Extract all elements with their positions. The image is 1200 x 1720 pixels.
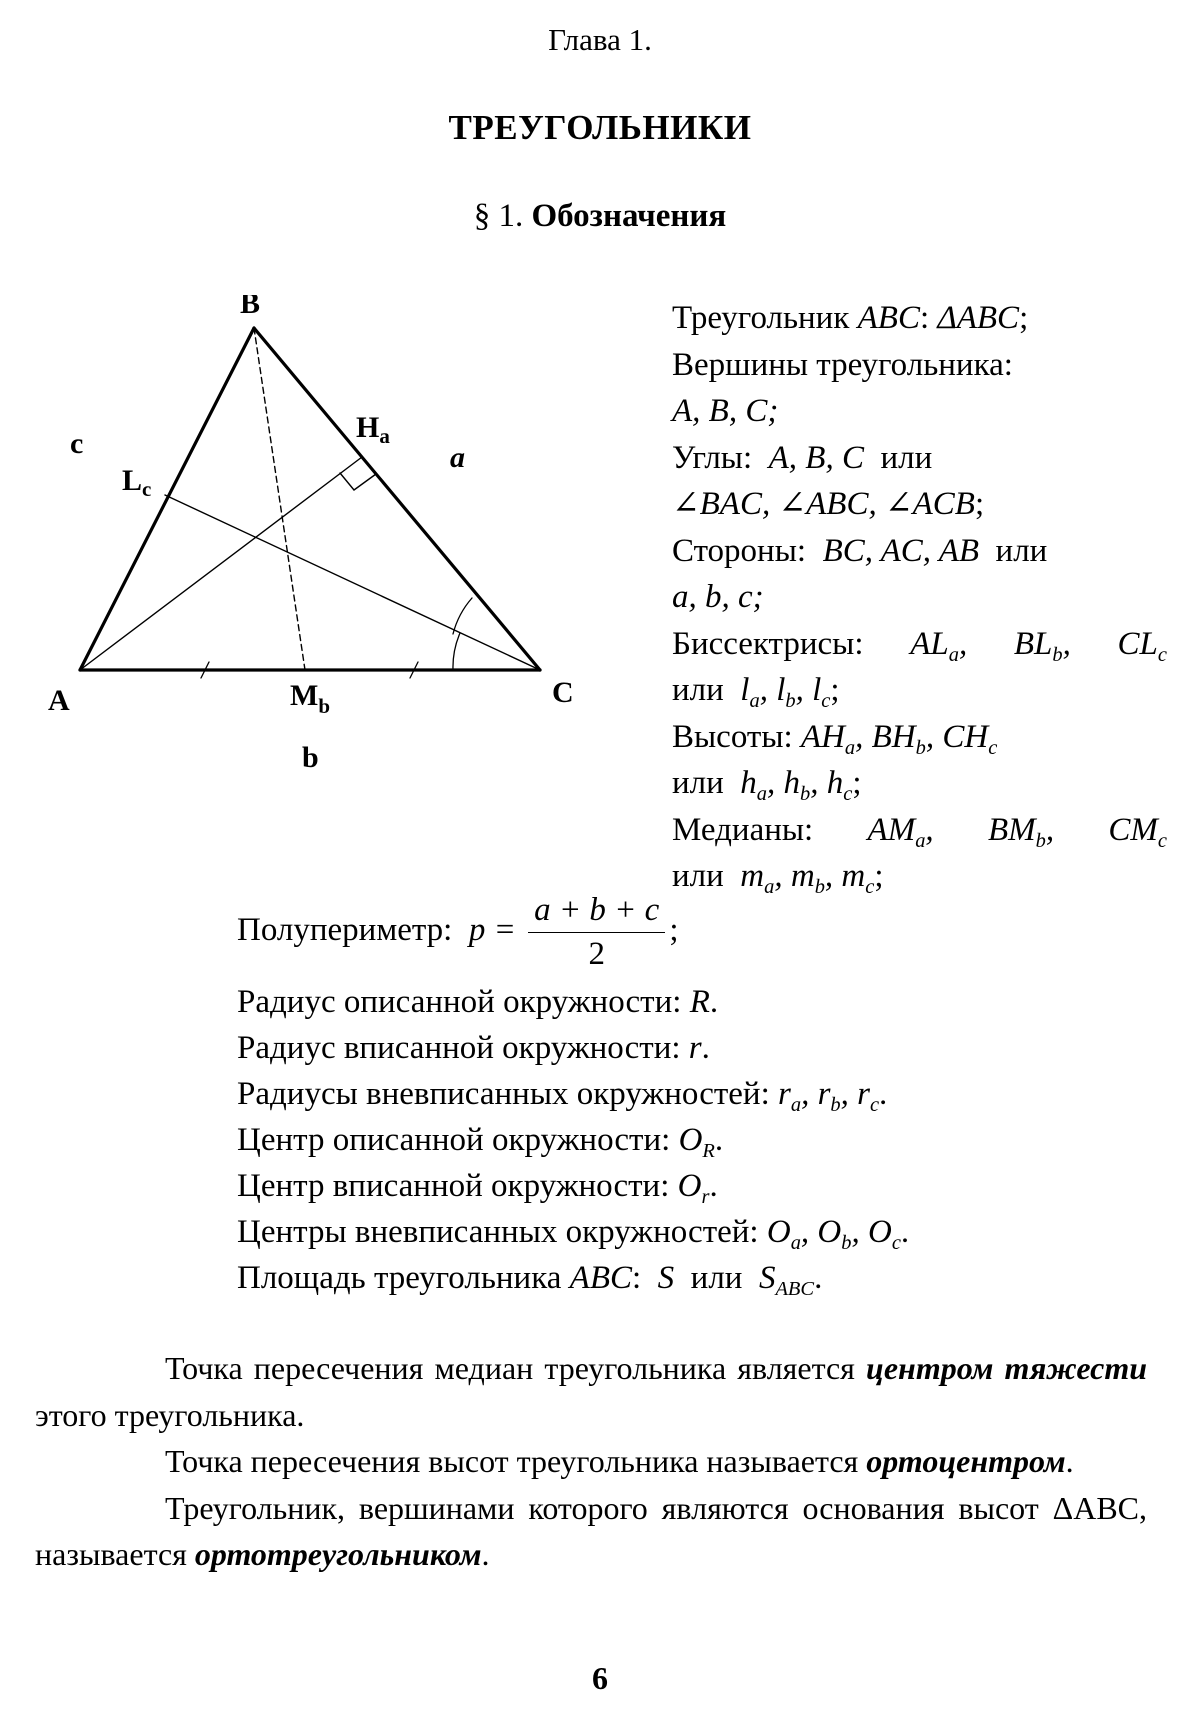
section-heading bbox=[0, 198, 1200, 235]
angle-arc-c1 bbox=[453, 633, 460, 670]
right-angle-mark bbox=[340, 473, 376, 490]
notation-list bbox=[672, 295, 1167, 900]
def-excenters: Центры вневписанных окружностей: $O_a$, $O_b$, $O_c$. bbox=[237, 1214, 910, 1255]
notation-bisectors: Биссектрисы: $AL_a$, $BL_b$, $CL_c$ bbox=[672, 625, 1167, 666]
notation-altitudes: Высоты: $AH_a$, $BH_b$, $CH_c$ bbox=[672, 718, 998, 759]
label-side-b: b bbox=[302, 741, 319, 774]
section-name: Обозначения bbox=[531, 198, 727, 234]
notation-bisectors-short: или $l_a$, $l_b$, $l_c$; bbox=[672, 672, 840, 713]
notation-angles: Углы: A, B, C или bbox=[672, 439, 933, 476]
label-side-a: a bbox=[450, 441, 465, 474]
def-circumcenter: Центр описанной окружности: $O_R$. bbox=[237, 1122, 724, 1163]
term-orthocenter: ортоцентром bbox=[866, 1443, 1066, 1479]
section-mark: § 1. bbox=[473, 198, 524, 234]
chapter-heading: Глава 1. bbox=[548, 22, 652, 57]
notation-medians: Медианы: $AM_a$, $BM_b$, $CM_c$ bbox=[672, 811, 1167, 852]
chapter-title: ТРЕУГОЛЬНИКИ bbox=[448, 108, 752, 147]
semiperimeter-fraction: $\frac{a + b + c}{2}$ bbox=[528, 890, 665, 975]
label-vertex-b: B bbox=[240, 295, 261, 320]
notation-altitudes-short: или $h_a$, $h_b$, $h_c$; bbox=[672, 765, 862, 806]
notation-medians-short: или $m_a$, $m_b$, $m_c$; bbox=[672, 858, 884, 899]
definitions-list bbox=[237, 890, 1137, 1301]
label-foot-mb: $M_b$ bbox=[290, 679, 331, 718]
def-semiperimeter: Полупериметр: p = $\frac{a + b + c}{2}$ ; bbox=[237, 890, 1137, 975]
def-area: Площадь треугольника ABC: S или $S_{ABC}$. bbox=[237, 1260, 823, 1301]
side-ab bbox=[80, 328, 254, 670]
notation-angles-symbols: ∠BAC, ∠ABC, ∠ACB; bbox=[672, 486, 985, 522]
notation-vertices-label: Вершины треугольника: bbox=[672, 346, 1013, 383]
def-exradii: Радиусы вневписанных окружностей: $r_a$, $r_b$, $r_c$. bbox=[237, 1076, 888, 1117]
def-circumradius: Радиус описанной окружности: R. bbox=[237, 984, 719, 1020]
term-centroid: центром тяжести bbox=[866, 1350, 1148, 1386]
triangle-figure bbox=[40, 295, 640, 840]
angle-arc-c2 bbox=[453, 598, 472, 634]
notation-vertices-value: A, B, C; bbox=[672, 393, 779, 429]
label-foot-lc: $L_c$ bbox=[122, 464, 152, 501]
def-incenter: Центр вписанной окружности: $O_r$. bbox=[237, 1168, 718, 1209]
label-foot-ha: $H_a$ bbox=[356, 411, 390, 448]
page-number: 6 bbox=[592, 1660, 608, 1696]
label-vertex-c: C bbox=[552, 676, 574, 709]
bisector-clc bbox=[165, 495, 540, 670]
paragraph-orthotriangle: Треугольник, вершинами которого являются основания высот ΔABC, называется ортотреугольником. bbox=[35, 1489, 1147, 1572]
body-text bbox=[35, 1345, 1147, 1578]
paragraph-orthocenter: Точка пересечения высот треугольника называется ортоцентром. bbox=[165, 1443, 1074, 1479]
label-side-c: c bbox=[70, 427, 84, 460]
label-vertex-a: A bbox=[48, 684, 70, 717]
term-orthotriangle: ортотреугольником bbox=[194, 1536, 482, 1572]
paragraph-centroid: Точка пересечения медиан треугольника является центром тяжести этого треугольника. bbox=[35, 1350, 1148, 1433]
notation-sides-letters: a, b, c; bbox=[672, 579, 764, 615]
notation-triangle: Треугольник ABC: ΔABC; bbox=[672, 300, 1029, 336]
def-inradius: Радиус вписанной окружности: r. bbox=[237, 1030, 710, 1066]
notation-sides: Стороны: BC, AC, AB или bbox=[672, 532, 1048, 569]
